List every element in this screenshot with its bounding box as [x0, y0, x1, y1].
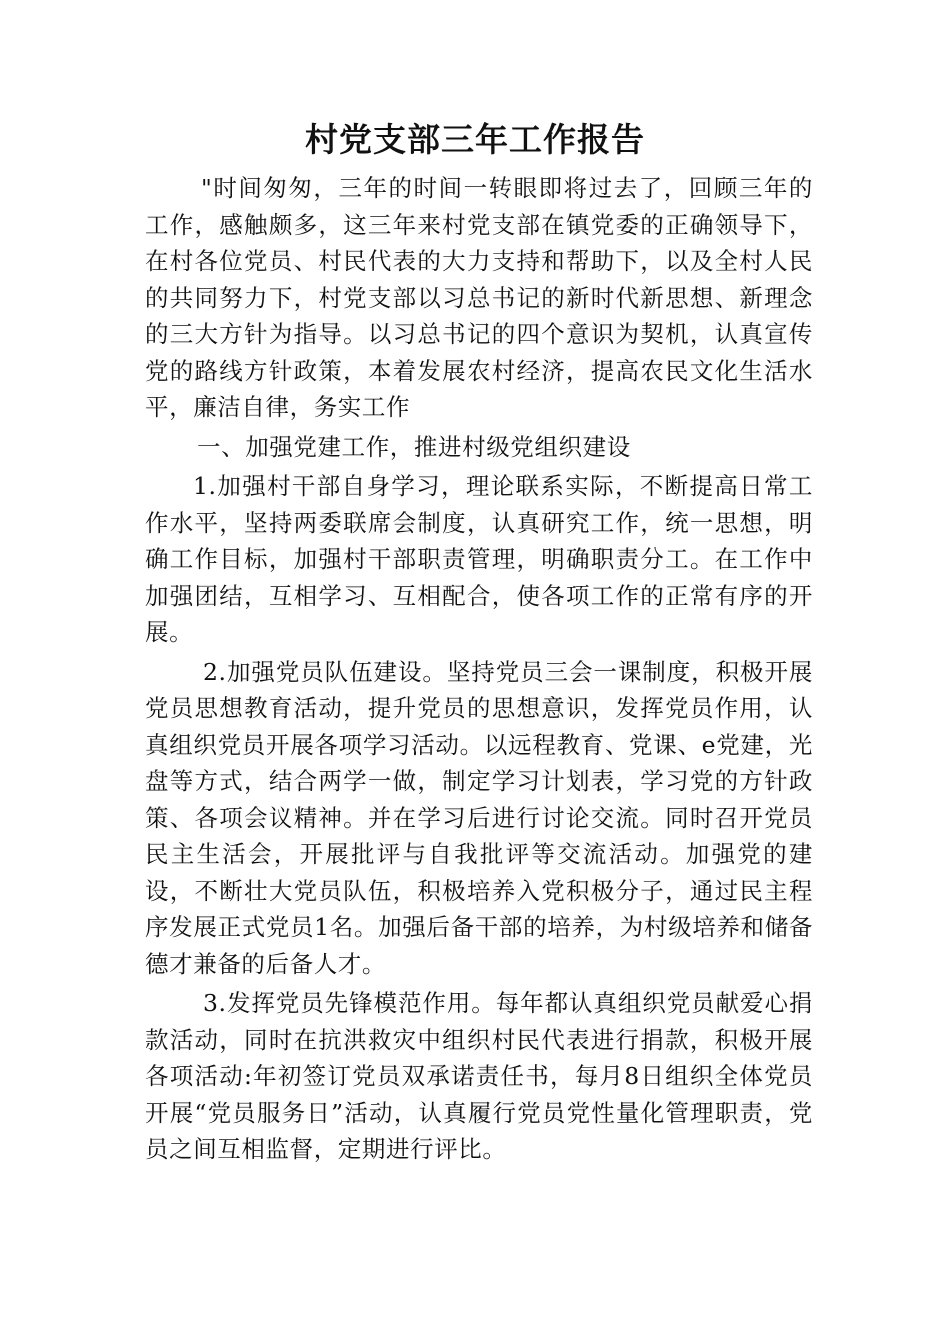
item-paragraph-2: 2.加强党员队伍建设。坚持党员三会一课制度，积极开展党员思想教育活动，提升党员的思想意识，发挥党员作用，认真组织党员开展各项学习活动。以远程教育、党课、e党建，光盘等方式，结合两学一做，制定学习计划表，学习党的方针政策、各项会议精神。并在学习后进行讨论交流。同时召开党员民主生活会，开展批评与自我批评等交流活动。加强党的建设，不断壮大党员队伍，积极培养入党积极分子，通过民主程序发展正式党员1名。加强后备干部的培养，为村级培养和储备德才兼备的后备人才。: [145, 657, 813, 978]
section-heading-1: 一、加强党建工作，推进村级党组织建设: [197, 432, 631, 461]
item-paragraph-3: 3.发挥党员先锋模范作用。每年都认真组织党员献爱心捐款活动，同时在抗洪救灾中组织村民代表进行捐款，积极开展各项活动:年初签订党员双承诺责任书，每月8日组织全体党员开展“党员服务日”活动，认真履行党员党性量化管理职责，党员之间互相监督，定期进行评比。: [145, 989, 813, 1163]
document-title: 村党支部三年工作报告: [305, 120, 645, 159]
item-paragraph-1: 1.加强村干部自身学习，理论联系实际，不断提高日常工作水平，坚持两委联席会制度，认真研究工作，统一思想，明确工作目标，加强村干部职责管理，明确职责分工。在工作中加强团结，互相学习、互相配合，使各项工作的正常有序的开展。: [145, 472, 813, 646]
document-body: [145, 170, 813, 1171]
intro-paragraph: "时间匆匆，三年的时间一转眼即将过去了，回顾三年的工作，感触颇多，这三年来村党支部在镇党委的正确领导下，在村各位党员、村民代表的大力支持和帮助下，以及全村人民的共同努力下，村党支部以习总书记的新时代新思想、新理念的三大方针为指导。以习总书记的四个意识为契机，认真宣传党的路线方针政策，本着发展农村经济，提高农民文化生活水平，廉洁自律，务实工作: [145, 174, 813, 421]
